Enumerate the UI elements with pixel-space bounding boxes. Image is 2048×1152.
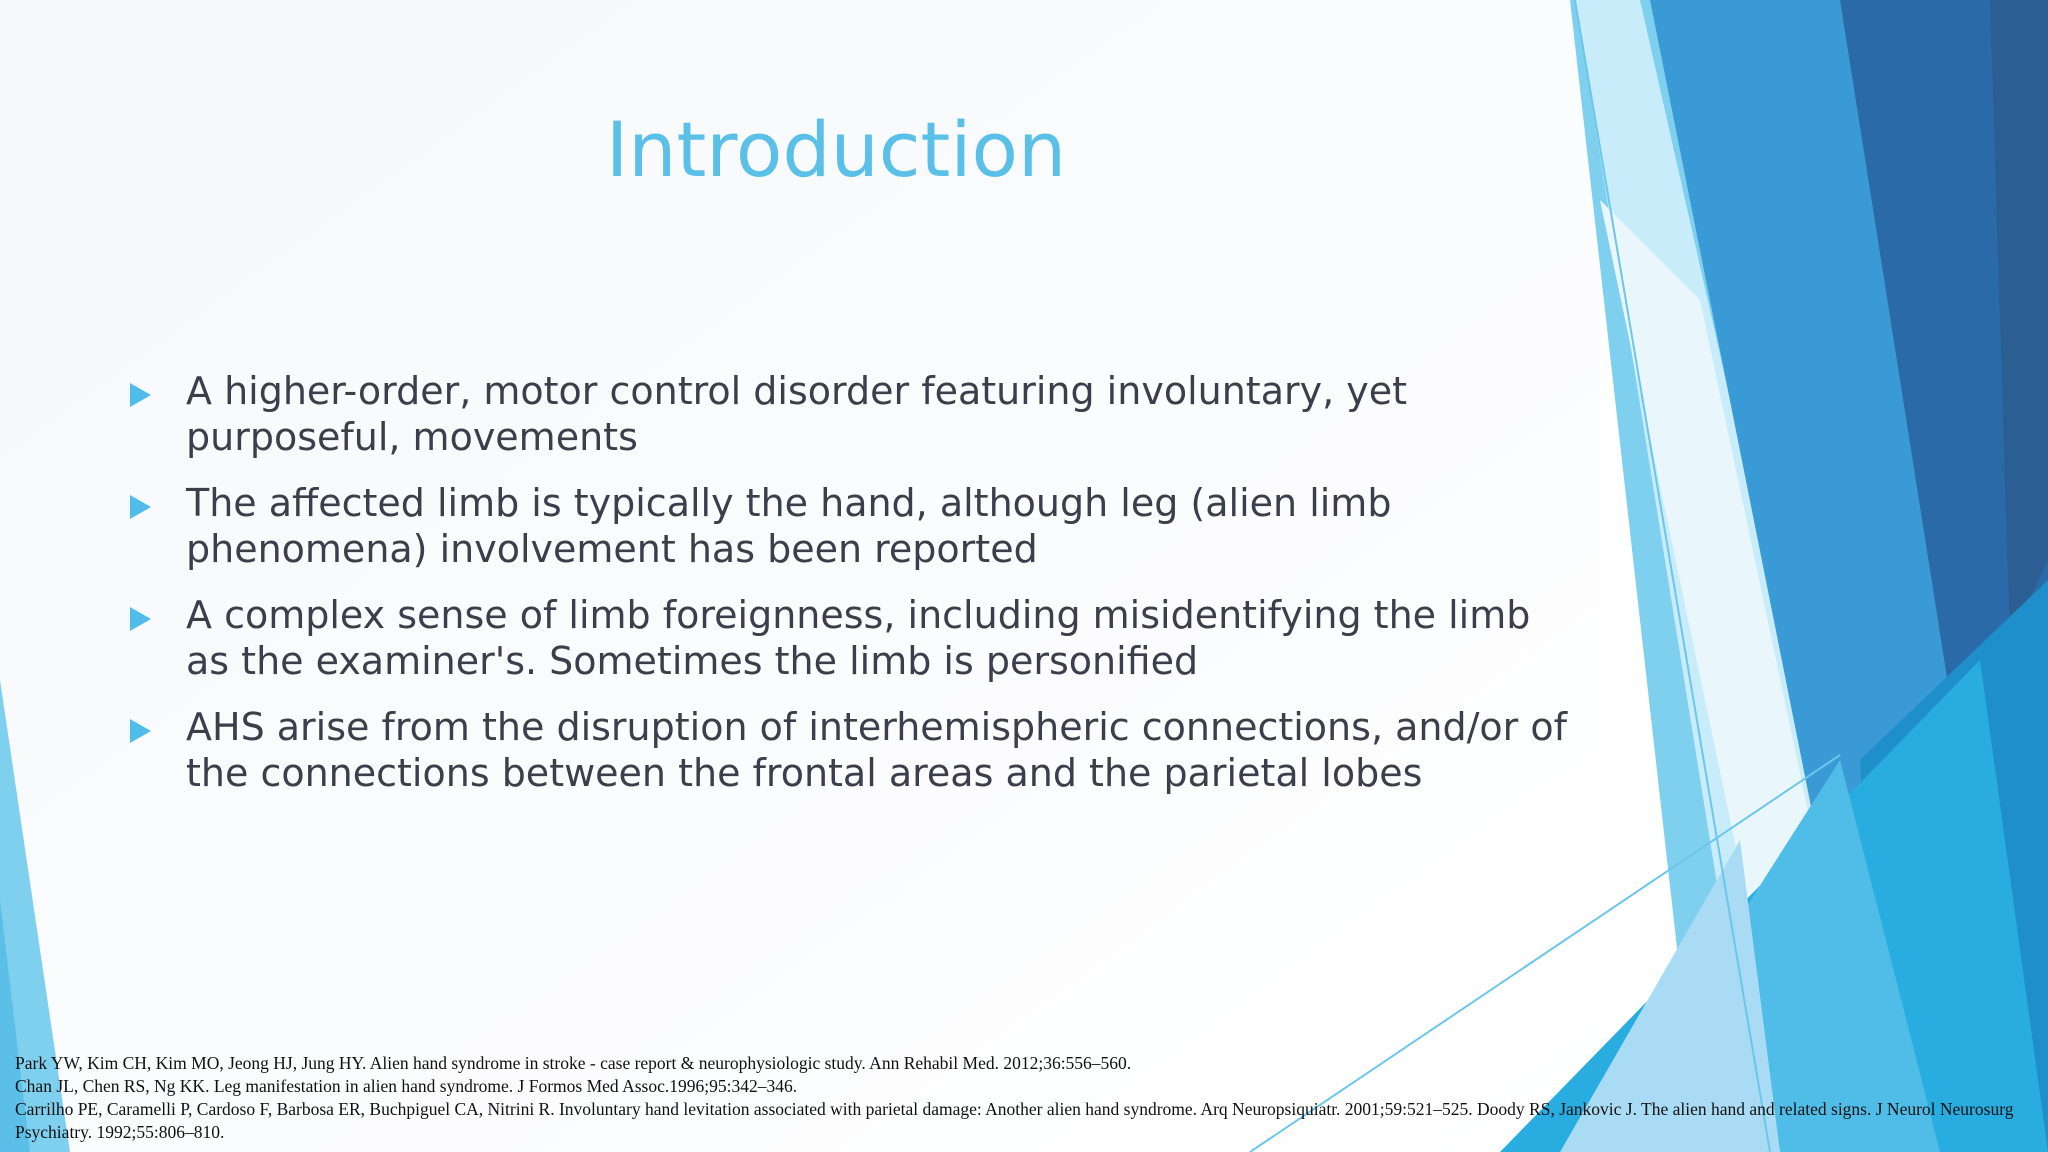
list-item (128, 592, 1568, 684)
bullet-text: AHS arise from the disruption of interhemispheric connections, and/or of the connections between the frontal areas and the parietal lobes (186, 705, 1567, 795)
bullet-text: A complex sense of limb foreignness, including misidentifying the limb as the examiner's. Sometimes the limb is personified (186, 593, 1531, 683)
triangle-right-icon (128, 606, 186, 632)
reference-line: Chan JL, Chen RS, Ng KK. Leg manifestation in alien hand syndrome. J Formos Med Assoc.1996;95:342–346. (15, 1076, 798, 1096)
list-item (128, 704, 1568, 796)
triangle-right-icon (128, 494, 186, 520)
list-item (128, 368, 1568, 460)
slide-title: Introduction (605, 105, 1067, 194)
bullet-list (128, 368, 1568, 816)
references (15, 1052, 2025, 1144)
triangle-right-icon (128, 382, 186, 408)
triangle-right-icon (128, 718, 186, 744)
bullet-text: The affected limb is typically the hand, although leg (alien limb phenomena) involvement has been reported (186, 481, 1392, 571)
bullet-text: A higher-order, motor control disorder featuring involuntary, yet purposeful, movements (186, 369, 1408, 459)
list-item (128, 480, 1568, 572)
reference-line: Carrilho PE, Caramelli P, Cardoso F, Barbosa ER, Buchpiguel CA, Nitrini R. Involuntary hand levitation associated with parietal damage: Another alien hand syndrome. Arq Neuropsiquiatr. 2001;59:521–525. Doody RS, Jankovic J. The alien hand and related signs. J Neurol Neurosurg Psychiatry. 1992;55:806–810. (15, 1099, 2014, 1142)
reference-line: Park YW, Kim CH, Kim MO, Jeong HJ, Jung HY. Alien hand syndrome in stroke - case report & neurophysiologic study. Ann Rehabil Med. 2012;36:556–560. (15, 1053, 1132, 1073)
